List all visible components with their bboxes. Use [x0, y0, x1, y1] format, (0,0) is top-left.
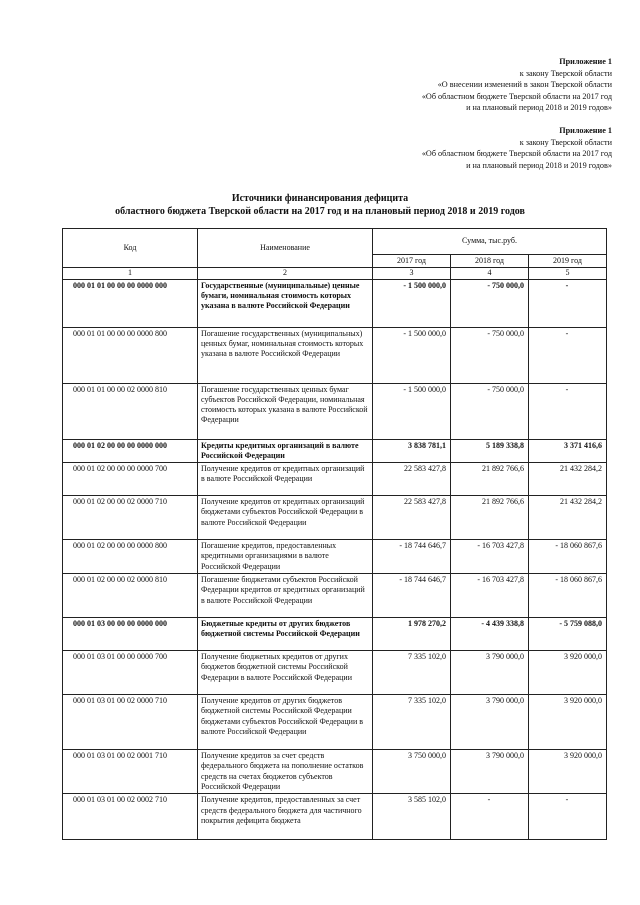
header-name: Наименование [198, 229, 373, 268]
table-row [63, 618, 607, 651]
row-amount-2018: - 16 703 427,8 [451, 574, 529, 618]
row-code: 000 01 01 00 00 00 0000 800 [63, 327, 198, 383]
appendix-header-second [422, 125, 612, 171]
row-amount-2017: 7 335 102,0 [373, 651, 451, 695]
document-title-line1: Источники финансирования дефицита [231, 193, 409, 204]
document-title [0, 192, 640, 218]
row-code: 000 01 02 00 00 02 0000 710 [63, 496, 198, 540]
appendix-line: и на плановый период 2018 и 2019 годов» [466, 160, 612, 170]
row-name: Погашение государственных (муниципальных) ценных бумаг, номинальная стоимость которых указана в валюте Российской Федерации [198, 327, 373, 383]
row-amount-2019: - 18 060 867,6 [529, 540, 607, 574]
row-amount-2019: 3 920 000,0 [529, 750, 607, 794]
row-amount-2019: 3 371 416,6 [529, 439, 607, 463]
row-name: Государственные (муниципальные) ценные бумаги, номинальная стоимость которых указана в валюте Российской Федерации [198, 279, 373, 327]
row-amount-2019: - 18 060 867,6 [529, 574, 607, 618]
row-amount-2018: - 16 703 427,8 [451, 540, 529, 574]
appendix-line: и на плановый период 2018 и 2019 годов» [466, 103, 612, 112]
table-row [63, 574, 607, 618]
row-amount-2019: 21 432 284,2 [529, 496, 607, 540]
appendix-title: Приложение 1 [559, 126, 612, 135]
table-row [63, 463, 607, 496]
row-amount-2018: - 750 000,0 [451, 279, 529, 327]
header-code: Код [63, 229, 198, 268]
row-name: Погашение бюджетами субъектов Российской Федерации кредитов от кредитных организаций в валюте Российской Федерации [198, 574, 373, 618]
row-amount-2018: - [451, 794, 529, 840]
column-number: 1 [63, 268, 198, 279]
header-sum: Сумма, тыс.руб. [373, 229, 607, 255]
table-row [63, 327, 607, 383]
row-amount-2017: 22 583 427,8 [373, 496, 451, 540]
row-amount-2017: - 1 500 000,0 [373, 279, 451, 327]
row-amount-2017: - 1 500 000,0 [373, 327, 451, 383]
appendix-line: «Об областном бюджете Тверской области на 2017 год [421, 149, 612, 158]
row-name: Получение кредитов от кредитных организаций в валюте Российской Федерации [198, 463, 373, 496]
appendix-line: «Об областном бюджете Тверской области на 2017 год [421, 91, 612, 101]
table-row [63, 279, 607, 327]
row-name: Получение бюджетных кредитов от других бюджетов бюджетной системы Российской Федерации в валюте Российской Федерации [198, 651, 373, 695]
row-amount-2018: 3 790 000,0 [451, 695, 529, 750]
row-code: 000 01 03 01 00 02 0000 710 [63, 695, 198, 750]
row-amount-2018: 21 892 766,6 [451, 463, 529, 496]
row-amount-2017: - 18 744 646,7 [373, 540, 451, 574]
row-name: Погашение государственных ценных бумаг субъектов Российской Федерации, номинальная стоимость которых указана в валюте Российской Федерации [198, 383, 373, 439]
row-name: Кредиты кредитных организаций в валюте Российской Федерации [198, 439, 373, 463]
row-amount-2017: - 1 500 000,0 [373, 383, 451, 439]
table-row [63, 651, 607, 695]
table-row [63, 695, 607, 750]
row-amount-2019: - [529, 327, 607, 383]
table-row [63, 540, 607, 574]
row-amount-2018: 3 790 000,0 [451, 750, 529, 794]
row-code: 000 01 02 00 00 02 0000 810 [63, 574, 198, 618]
row-amount-2019: - [529, 383, 607, 439]
row-amount-2018: - 750 000,0 [451, 327, 529, 383]
table-row [63, 794, 607, 840]
row-amount-2019: - 5 759 088,0 [529, 618, 607, 651]
row-name: Получение кредитов за счет средств федерального бюджета на пополнение остатков средств на счетах бюджетов субъектов Российской Федерации [198, 750, 373, 794]
row-amount-2019: - [529, 279, 607, 327]
row-amount-2017: 3 838 781,1 [373, 439, 451, 463]
row-code: 000 01 02 00 00 00 0000 800 [63, 540, 198, 574]
column-number: 3 [373, 268, 451, 279]
header-year-2019: 2019 год [529, 255, 607, 268]
table-row [63, 439, 607, 463]
header-year-2017: 2017 год [373, 255, 451, 268]
table-row [63, 496, 607, 540]
row-amount-2019: - [529, 794, 607, 840]
row-code: 000 01 03 00 00 00 0000 000 [63, 618, 198, 651]
row-amount-2018: 5 189 338,8 [451, 439, 529, 463]
appendix-line: к закону Тверской области [519, 68, 612, 78]
appendix-line: «О внесении изменений в закон Тверской области [437, 80, 612, 89]
table-row [63, 750, 607, 794]
row-code: 000 01 02 00 00 00 0000 700 [63, 463, 198, 496]
row-amount-2017: 22 583 427,8 [373, 463, 451, 496]
document-title-line2: областного бюджета Тверской области на 2017 год и на плановый период 2018 и 2019 годов [115, 206, 525, 217]
row-name: Бюджетные кредиты от других бюджетов бюджетной системы Российской Федерации [198, 618, 373, 651]
row-name: Получение кредитов от кредитных организаций бюджетами субъектов Российской Федерации в валюте Российской Федерации [198, 496, 373, 540]
row-code: 000 01 03 01 00 02 0001 710 [63, 750, 198, 794]
row-amount-2019: 21 432 284,2 [529, 463, 607, 496]
header-year-2018: 2018 год [451, 255, 529, 268]
appendix-header-top [422, 56, 612, 114]
column-number: 2 [198, 268, 373, 279]
row-amount-2018: - 4 439 338,8 [451, 618, 529, 651]
row-code: 000 01 01 00 00 00 0000 000 [63, 279, 198, 327]
row-amount-2017: 3 750 000,0 [373, 750, 451, 794]
table-row [63, 383, 607, 439]
row-name: Получение кредитов от других бюджетов бюджетной системы Российской Федерации бюджетами субъектов Российской Федерации в валюте Российской Федерации [198, 695, 373, 750]
row-amount-2019: 3 920 000,0 [529, 695, 607, 750]
appendix-title: Приложение 1 [559, 57, 612, 66]
row-name: Погашение кредитов, предоставленных кредитными организациями в валюте Российской Федерации [198, 540, 373, 574]
appendix-line: к закону Тверской области [519, 137, 612, 147]
column-number: 5 [529, 268, 607, 279]
row-amount-2017: 7 335 102,0 [373, 695, 451, 750]
row-amount-2018: 21 892 766,6 [451, 496, 529, 540]
financing-sources-table [62, 228, 607, 840]
column-number: 4 [451, 268, 529, 279]
row-amount-2017: - 18 744 646,7 [373, 574, 451, 618]
row-name: Получение кредитов, предоставленных за счет средств федерального бюджета для частичного покрытия дефицита бюджета [198, 794, 373, 840]
row-code: 000 01 03 01 00 02 0002 710 [63, 794, 198, 840]
row-amount-2018: 3 790 000,0 [451, 651, 529, 695]
row-amount-2019: 3 920 000,0 [529, 651, 607, 695]
row-amount-2018: - 750 000,0 [451, 383, 529, 439]
row-amount-2017: 1 978 270,2 [373, 618, 451, 651]
row-amount-2017: 3 585 102,0 [373, 794, 451, 840]
row-code: 000 01 03 01 00 00 0000 700 [63, 651, 198, 695]
row-code: 000 01 02 00 00 00 0000 000 [63, 439, 198, 463]
row-code: 000 01 01 00 00 02 0000 810 [63, 383, 198, 439]
